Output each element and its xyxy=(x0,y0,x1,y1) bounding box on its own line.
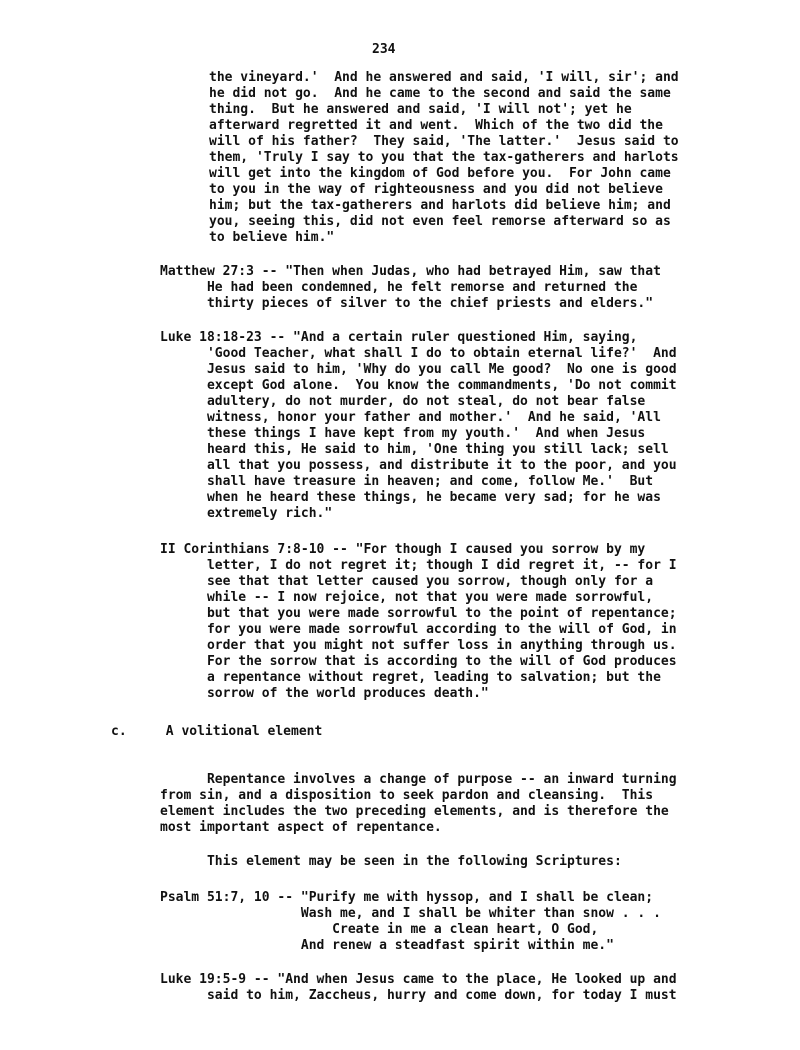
text-line: him; but the tax-gatherers and harlots did believe him; and xyxy=(209,198,671,213)
text-line: will of his father? They said, 'The latter.' Jesus said to xyxy=(209,134,679,149)
scripture-reference-line: II Corinthians 7:8-10 -- "For though I caused you sorrow by my xyxy=(160,542,646,557)
scripture-reference-line: Luke 18:18-23 -- "And a certain ruler questioned Him, saying, xyxy=(160,330,638,345)
text-line: most important aspect of repentance. xyxy=(160,820,442,835)
text-line: but that you were made sorrowful to the point of repentance; xyxy=(160,606,677,621)
text-line: afterward regretted it and went. Which of the two did the xyxy=(209,118,663,133)
text-line: letter, I do not regret it; though I did regret it, -- for I xyxy=(160,558,677,573)
text-line: thing. But he answered and said, 'I will not'; yet he xyxy=(209,102,632,117)
text-line: Repentance involves a change of purpose -- an inward turning xyxy=(160,772,677,787)
text-line: from sin, and a disposition to seek pardon and cleansing. This xyxy=(160,788,654,803)
text-line: element includes the two preceding elements, and is therefore the xyxy=(160,804,669,819)
text-line: sorrow of the world produces death." xyxy=(160,686,489,701)
scripture-reference-line: Luke 19:5-9 -- "And when Jesus came to the place, He looked up and xyxy=(160,972,677,987)
section-heading: c. A volitional element xyxy=(111,724,323,739)
text-line: For the sorrow that is according to the will of God produces xyxy=(160,654,677,669)
text-line: except God alone. You know the commandments, 'Do not commit xyxy=(160,378,677,393)
text-line: them, 'Truly I say to you that the tax-gatherers and harlots xyxy=(209,150,679,165)
text-line: when he heard these things, he became very sad; for he was xyxy=(160,490,661,505)
text-line: Wash me, and I shall be whiter than snow . . . xyxy=(160,906,661,921)
text-line: to believe him." xyxy=(209,230,335,245)
text-line: Create in me a clean heart, O God, xyxy=(160,922,599,937)
page-number: 234 xyxy=(372,42,396,57)
text-line: while -- I now rejoice, not that you were made sorrowful, xyxy=(160,590,654,605)
text-line: said to him, Zaccheus, hurry and come down, for today I must xyxy=(160,988,677,1003)
text-line: He had been condemned, he felt remorse and returned the xyxy=(160,280,638,295)
text-line: witness, honor your father and mother.' And he said, 'All xyxy=(160,410,661,425)
text-line: see that that letter caused you sorrow, though only for a xyxy=(160,574,654,589)
text-line: will get into the kingdom of God before you. For John came xyxy=(209,166,671,181)
text-line: And renew a steadfast spirit within me." xyxy=(160,938,614,953)
text-line: adultery, do not murder, do not steal, do not bear false xyxy=(160,394,646,409)
scripture-reference-line: Matthew 27:3 -- "Then when Judas, who had betrayed Him, saw that xyxy=(160,264,661,279)
text-line: Jesus said to him, 'Why do you call Me good? No one is good xyxy=(160,362,677,377)
scripture-reference-line: Psalm 51:7, 10 -- "Purify me with hyssop, and I shall be clean; xyxy=(160,890,654,905)
text-line: shall have treasure in heaven; and come, follow Me.' But xyxy=(160,474,654,489)
text-line: heard this, He said to him, 'One thing you still lack; sell xyxy=(160,442,669,457)
text-line: for you were made sorrowful according to the will of God, in xyxy=(160,622,677,637)
text-line: you, seeing this, did not even feel remorse afterward so as xyxy=(209,214,671,229)
text-line: a repentance without regret, leading to salvation; but the xyxy=(160,670,661,685)
text-line: thirty pieces of silver to the chief priests and elders." xyxy=(160,296,654,311)
text-line: he did not go. And he came to the second and said the same xyxy=(209,86,671,101)
text-line: This element may be seen in the following Scriptures: xyxy=(160,854,622,869)
text-line: all that you possess, and distribute it to the poor, and you xyxy=(160,458,677,473)
text-line: 'Good Teacher, what shall I do to obtain eternal life?' And xyxy=(160,346,677,361)
text-line: the vineyard.' And he answered and said, 'I will, sir'; and xyxy=(209,70,679,85)
text-line: order that you might not suffer loss in anything through us. xyxy=(160,638,677,653)
text-line: extremely rich." xyxy=(160,506,333,521)
text-line: to you in the way of righteousness and you did not believe xyxy=(209,182,663,197)
text-line: these things I have kept from my youth.' And when Jesus xyxy=(160,426,646,441)
